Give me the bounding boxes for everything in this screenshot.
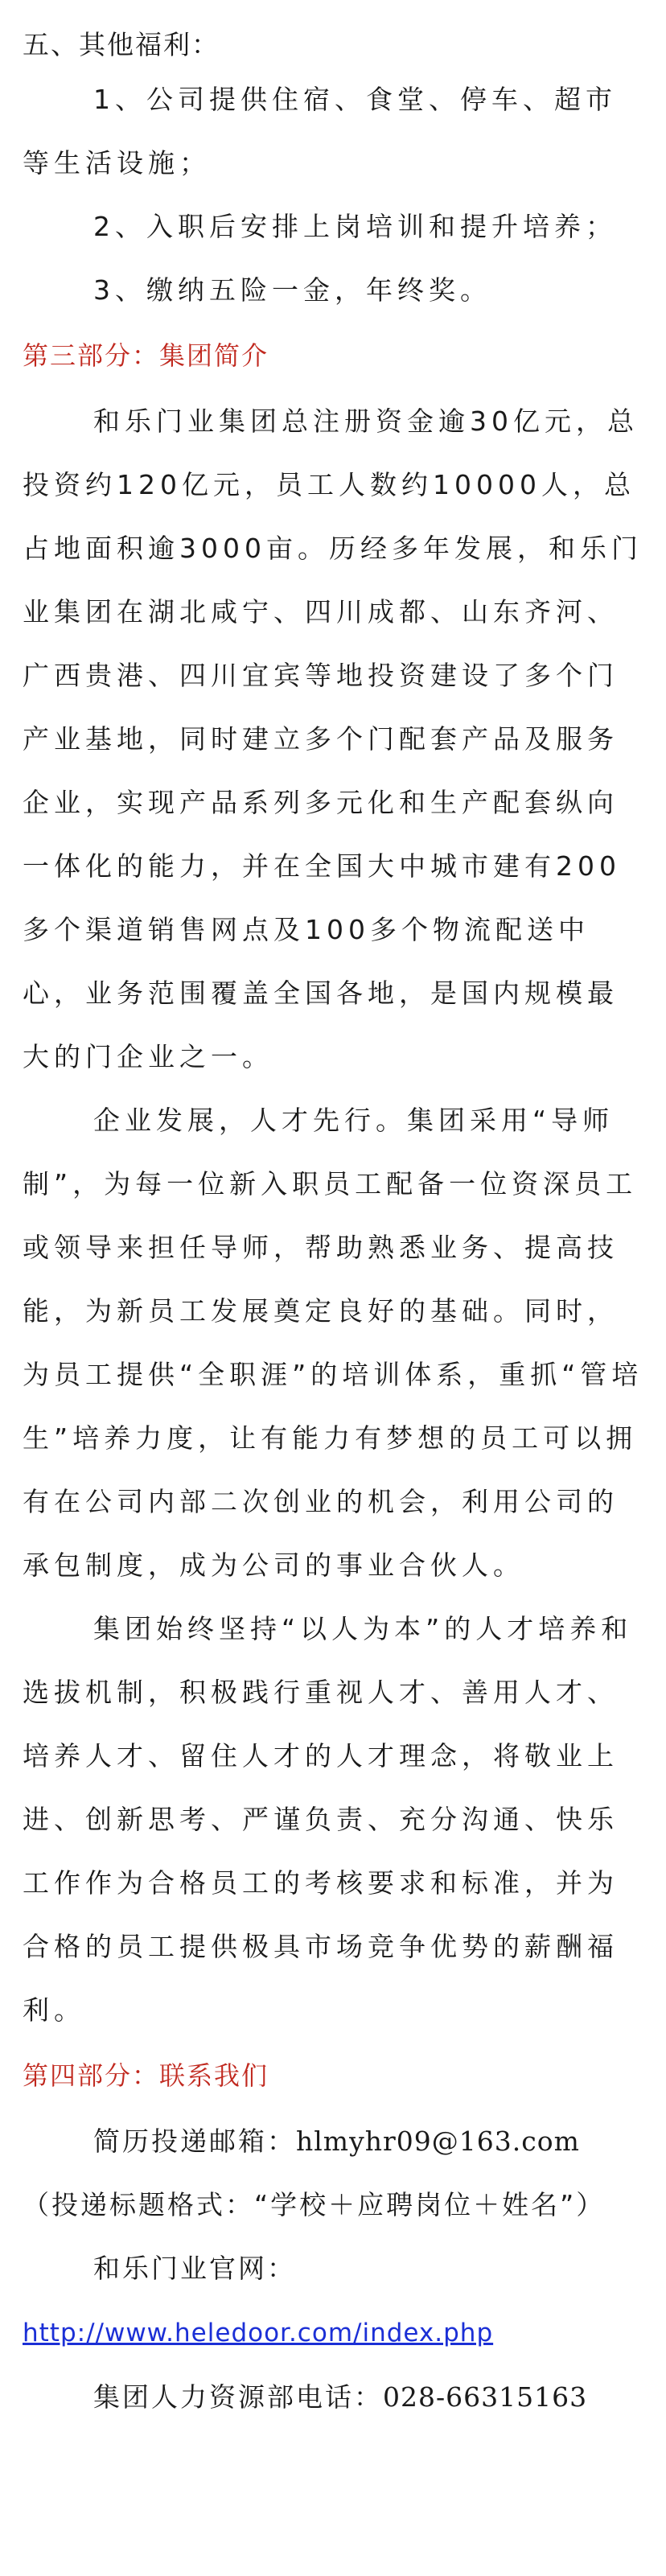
- website-line: [23, 2300, 647, 2365]
- section4-title: 第四部分：联系我们: [23, 2060, 269, 2091]
- phone-number: 028-66315163: [383, 2381, 588, 2413]
- intro-paragraph: 集团始终坚持“以人为本”的人才培养和选拔机制，积极践行重视人才、善用人才、培养人才、留住人才的人才理念，将敬业上进、创新思考、严谨负责、充分沟通、快乐工作作为合格员工的考核要求和标准，并为合格的员工提供极具市场竞争优势的薪酬福利。: [23, 1613, 633, 2026]
- email-label: 简历投递邮箱：: [93, 2125, 296, 2157]
- phone-line: [23, 2365, 647, 2429]
- email-line: [23, 2109, 647, 2173]
- website-link[interactable]: http://www.heledoor.com/index.php: [23, 2319, 494, 2348]
- benefit-item: 3、缴纳五险一金，年终奖。: [93, 274, 491, 306]
- section3-title: 第三部分：集团简介: [23, 340, 269, 371]
- website-label: 和乐门业官网：: [93, 2253, 296, 2284]
- intro-paragraph: 企业发展，人才先行。集团采用“导师制”，为每一位新入职员工配备一位资深员工或领导来担任导师，帮助熟悉业务、提高技能，为新员工发展奠定良好的基础。同时，为员工提供“全职涯”的培训体系，重抓“管培生”培养力度，让有能力有梦想的员工可以拥有在公司内部二次创业的机会，利用公司的承包制度，成为公司的事业合伙人。: [23, 1105, 643, 1581]
- benefit-item: 2、入职后安排上岗培训和提升培养；: [93, 211, 617, 242]
- section5-title: 五、其他福利：: [23, 29, 220, 60]
- subject-format: （投递标题格式：“学校＋应聘岗位＋姓名”）: [23, 2189, 606, 2220]
- benefit-item: 1、公司提供住宿、食堂、停车、超市等生活设施；: [23, 84, 617, 179]
- email-address[interactable]: hlmyhr09@163.com: [296, 2125, 580, 2157]
- phone-label: 集团人力资源部电话：: [93, 2381, 383, 2413]
- intro-paragraph: 和乐门业集团总注册资金逾30亿元，总投资约120亿元，员工人数约10000人，总占地面积逾3000亩。历经多年发展，和乐门业集团在湖北咸宁、四川成都、山东齐河、广西贵港、四川宜宾等地投资建设了多个门产业基地，同时建立多个门配套产品及服务企业，实现产品系列多元化和生产配套纵向一体化的能力，并在全国大中城市建有200多个渠道销售网点及100多个物流配送中心，业务范围覆盖全国各地，是国内规模最大的门企业之一。: [23, 405, 643, 1072]
